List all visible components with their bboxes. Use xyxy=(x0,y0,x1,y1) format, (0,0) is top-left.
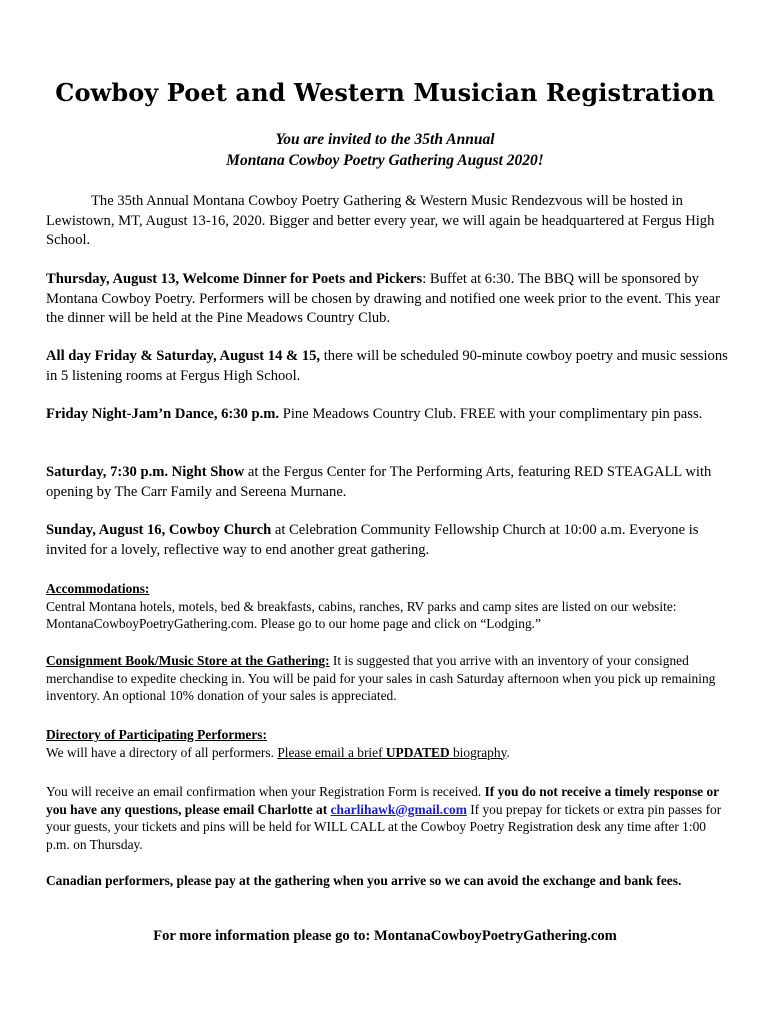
friday-night-paragraph xyxy=(46,405,730,425)
saturday-show-heading: Saturday, 7:30 p.m. Night Show xyxy=(46,464,245,480)
canadian-text: Canadian performers, please pay at the gathering when you arrive so we can avoid the exchange and bank fees. xyxy=(46,873,682,888)
subtitle-line-2: Montana Cowboy Poetry Gathering August 2020! xyxy=(226,152,544,169)
accommodations-text: Central Montana hotels, motels, bed & breakfasts, cabins, ranches, RV parks and camp sites are listed on our website: MontanaCowboyPoetryGathering.com. Please go to our home page and click on “Lodging.” xyxy=(46,598,677,631)
contact-email-link[interactable]: charlihawk@gmail.com xyxy=(330,801,467,817)
accommodations-heading: Accommodations: xyxy=(46,581,150,596)
intro-paragraph: The 35th Annual Montana Cowboy Poetry Gathering & Western Music Rendezvous will be hosted in Lewistown, MT, August 13-16, 2020. Bigger and better every year, we will again be headquartered at Fergus High School. xyxy=(46,193,715,248)
directory-heading: Directory of Participating Performers: xyxy=(46,727,267,742)
directory-request-suffix: biography xyxy=(449,744,507,760)
friday-saturday-paragraph xyxy=(46,347,730,386)
saturday-show-paragraph xyxy=(46,463,730,502)
directory-request-prefix: Please email a brief xyxy=(277,744,386,760)
consignment-paragraph xyxy=(46,652,730,705)
directory-request xyxy=(277,745,506,760)
directory-text xyxy=(46,744,730,762)
thursday-heading: Thursday, August 13, Welcome Dinner for Poets and Pickers xyxy=(46,271,423,287)
friday-night-text: Pine Meadows Country Club. FREE with your complimentary pin pass. xyxy=(279,406,703,422)
page-title: Cowboy Poet and Western Musician Registration xyxy=(55,78,715,107)
thursday-paragraph xyxy=(46,270,730,329)
sunday-text: at Celebration Community Fellowship Church at 10:00 a.m. Everyone is invited for a lovely, reflective way to end another great gathering. xyxy=(46,522,699,558)
consignment-text: It is suggested that you arrive with an inventory of your consigned merchandise to expedite checking in. You will be paid for your sales in cash Saturday afternoon when you pick up remaining inventory. An optional 10% donation of your sales is appreciated. xyxy=(46,653,716,703)
subtitle-line-1: You are invited to the 35th Annual xyxy=(275,131,495,148)
consignment-heading: Consignment Book/Music Store at the Gathering: xyxy=(46,653,330,668)
sunday-heading: Sunday, August 16, Cowboy Church xyxy=(46,522,272,538)
sunday-paragraph xyxy=(46,521,730,560)
friday-night-heading: Friday Night-Jam’n Dance, 6:30 p.m. xyxy=(46,406,280,422)
footer-info: For more information please go to: MontanaCowboyPoetryGathering.com xyxy=(153,928,617,944)
friday-saturday-text: there will be scheduled 90-minute cowboy poetry and music sessions in 5 listening rooms at Fergus High School. xyxy=(46,348,728,384)
friday-saturday-heading: All day Friday & Saturday, August 14 & 15, xyxy=(46,348,321,364)
directory-request-bold: UPDATED xyxy=(385,744,450,760)
directory-text-before: We will have a directory of all performers. xyxy=(46,744,278,760)
accommodations-section xyxy=(46,580,730,633)
canadian-paragraph xyxy=(46,872,730,890)
confirmation-text-2: If you prepay for tickets or extra pin passes for your guests, your tickets and pins will be held for WILL CALL at the Cowboy Poetry Registration desk any time after 1:00 p.m. on Thursday. xyxy=(46,801,722,852)
directory-end: . xyxy=(506,744,510,760)
confirmation-text-1: You will receive an email confirmation when your Registration Form is received. xyxy=(46,784,485,799)
confirmation-bold: If you do not receive a timely response or you have any questions, please email Charlotte at xyxy=(46,784,719,817)
directory-section xyxy=(46,726,730,761)
thursday-text: : Buffet at 6:30. The BBQ will be sponsored by Montana Cowboy Poetry. Performers will be chosen by drawing and notified one week prior to the event. This year the dinner will be held at the Pine Meadows Country Club. xyxy=(46,271,720,326)
confirmation-paragraph xyxy=(46,783,730,853)
saturday-show-text: at the Fergus Center for The Performing Arts, featuring RED STEAGALL with opening by The Carr Family and Sereena Murnane. xyxy=(46,464,712,500)
